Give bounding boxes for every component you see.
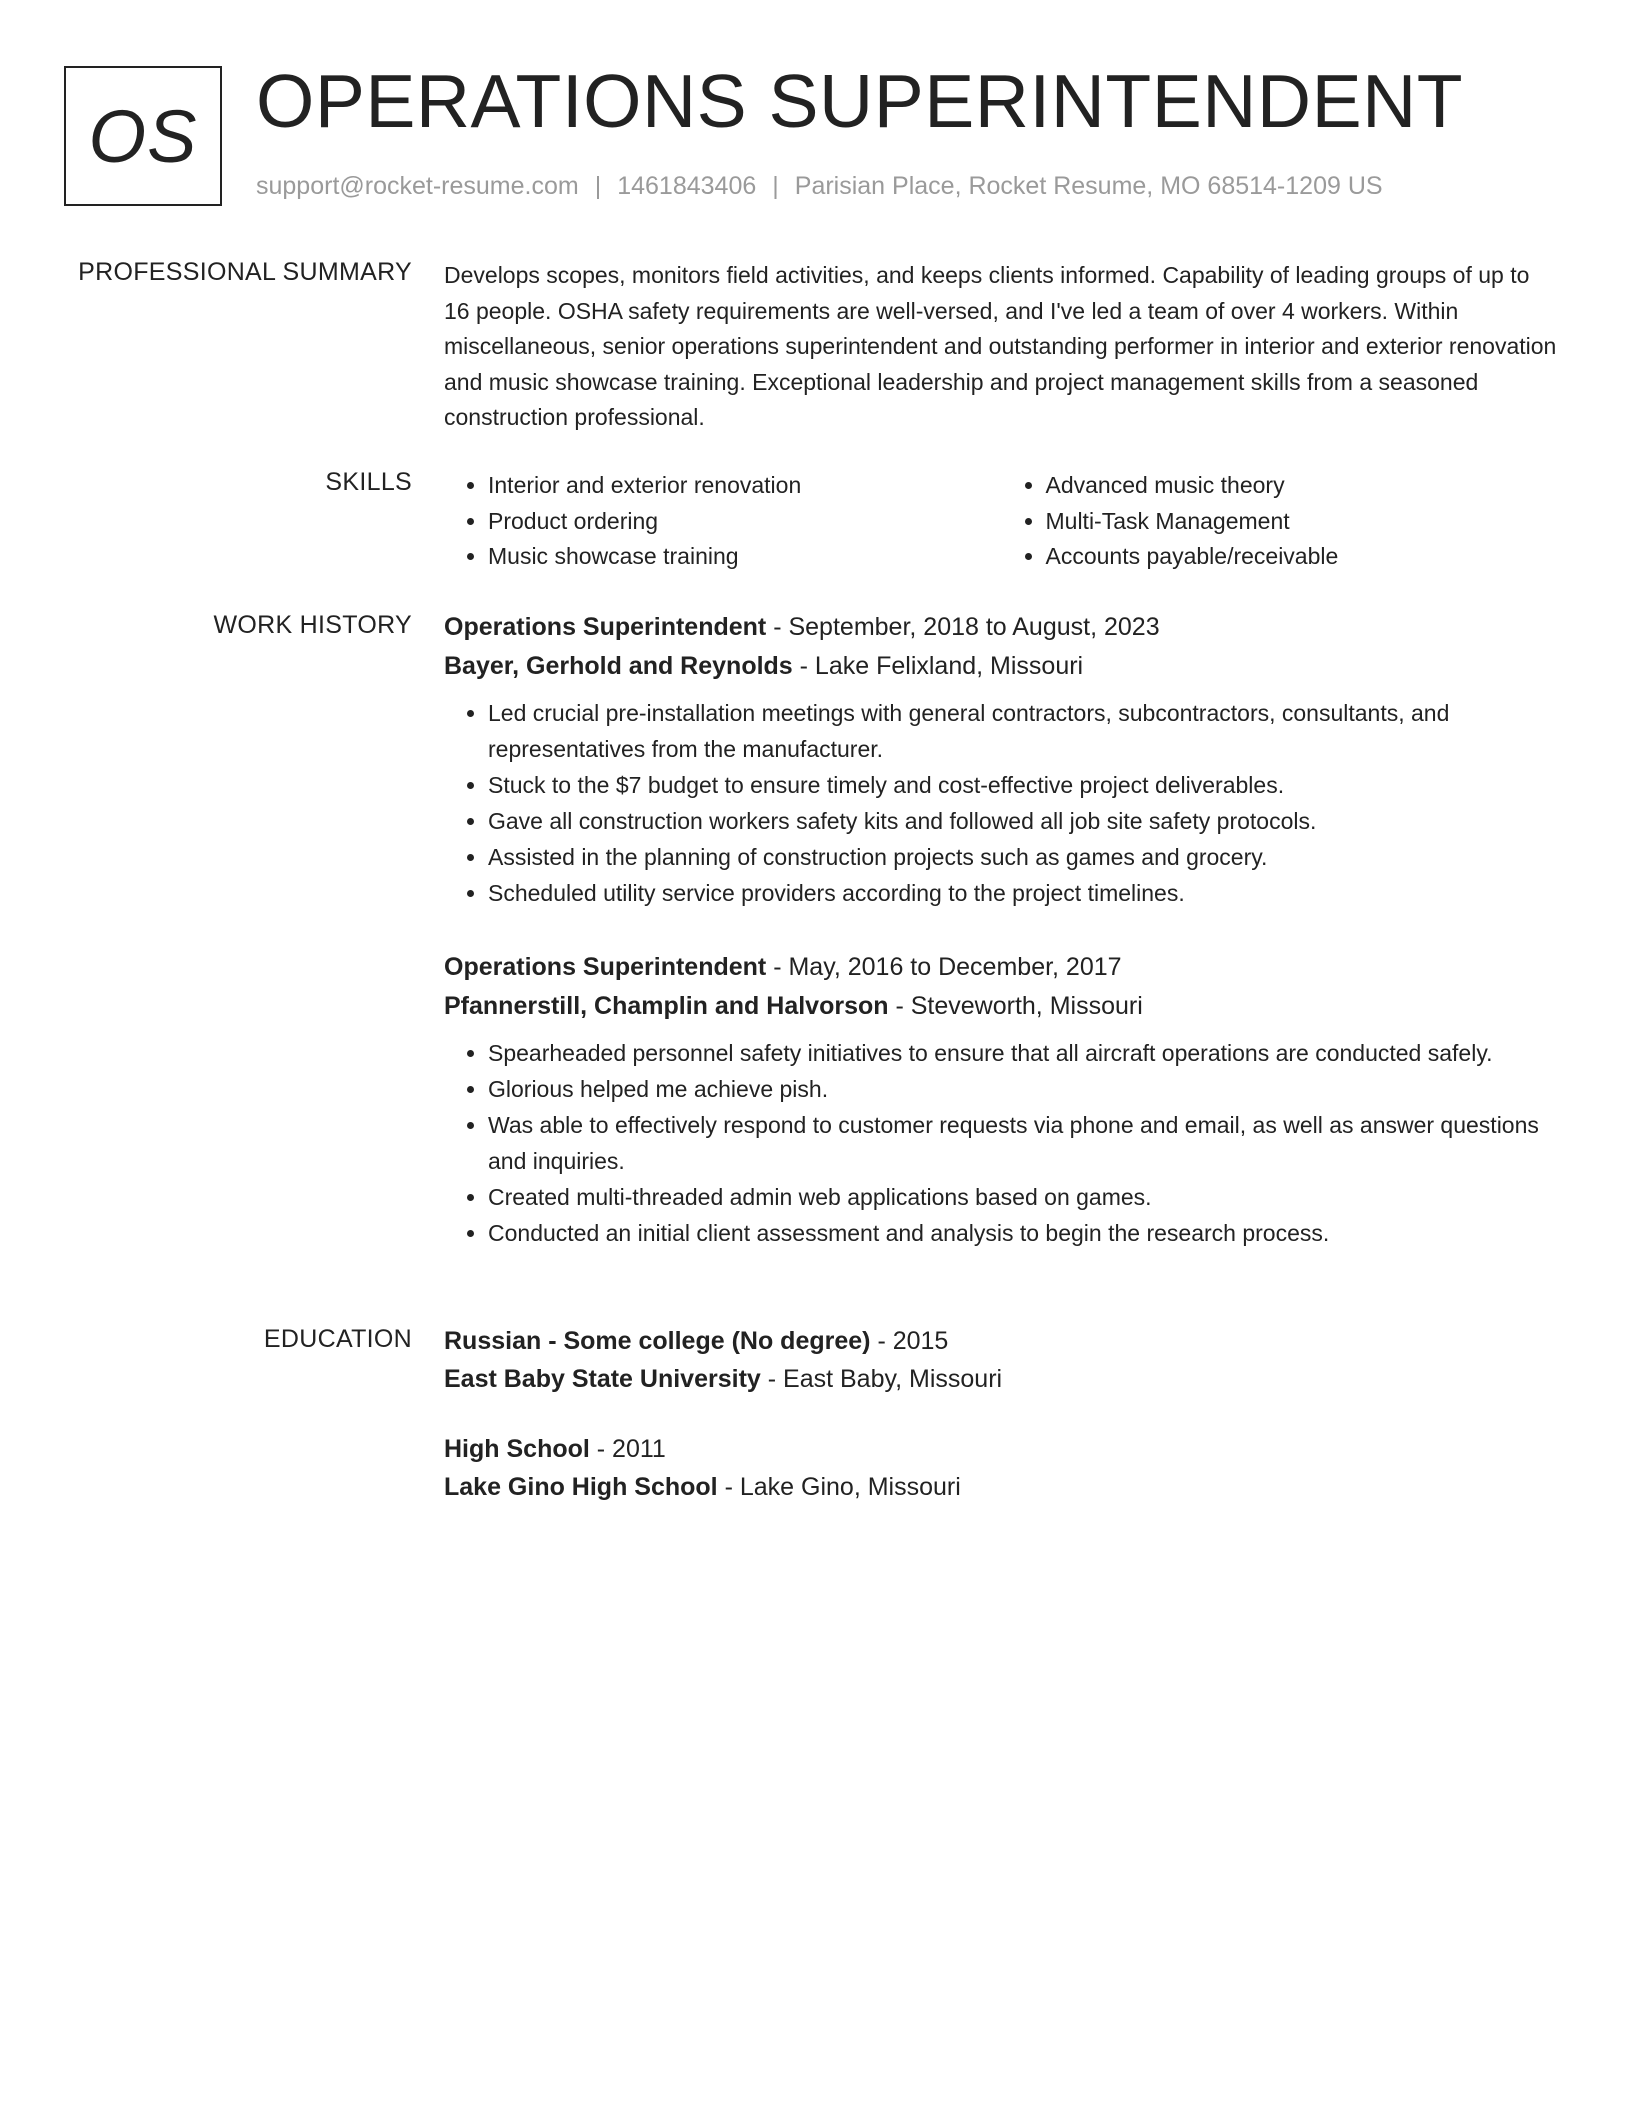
section-label-summary: PROFESSIONAL SUMMARY [78, 258, 412, 286]
job-bullet: • Gave all construction workers safety kits and followed all job site safety protocols. [488, 804, 1559, 840]
job-bullet: • Created multi-threaded admin web applications based on games. [488, 1180, 1559, 1216]
job-bullet: • Stuck to the $7 budget to ensure timely and cost-effective project deliverables. [488, 768, 1559, 804]
job-title: Operations Superintendent [444, 613, 767, 641]
contact-line [256, 172, 1383, 201]
contact-email[interactable]: support@rocket-resume.com [256, 172, 579, 200]
contact-phone[interactable]: 1461843406 [617, 172, 757, 200]
contact-separator: | [594, 172, 602, 200]
resume-header [64, 59, 1564, 214]
education-location: - Lake Gino, Missouri [717, 1473, 961, 1501]
job-company: Pfannerstill, Champlin and Halvorson [444, 992, 889, 1020]
education-entry [444, 1322, 1559, 1398]
summary-body [444, 258, 1559, 436]
skills-body [444, 468, 1559, 575]
skill-item: • Multi-Task Management [1046, 504, 1560, 540]
job-bullet: • Spearheaded personnel safety initiatives to ensure that all aircraft operations are conducted safely. [488, 1036, 1559, 1072]
summary-text: Develops scopes, monitors field activities, and keeps clients informed. Capability of leading groups of up to 16 people. OSHA safety requirements are well-versed, and I've led a team of over 4 workers. Within miscellaneous, senior operations superintendent and outstanding performer in interior and exterior renovation and music showcase training. Exceptional leadership and project management skills from a seasoned construction professional. [444, 262, 1557, 430]
education-degree: High School [444, 1435, 590, 1463]
education-entry [444, 1430, 961, 1506]
job-title-line [444, 608, 1559, 647]
skills-grid [444, 468, 1559, 575]
education-year: - 2015 [870, 1327, 949, 1355]
education-year: - 2011 [589, 1435, 666, 1463]
job-bullet: • Conducted an initial client assessment and analysis to begin the research process. [488, 1216, 1559, 1252]
contact-address: Parisian Place, Rocket Resume, MO 68514-1209 US [794, 172, 1383, 200]
education-degree-line [444, 1322, 1559, 1360]
education-location: - East Baby, Missouri [760, 1365, 1003, 1393]
job-bullet: • Was able to effectively respond to customer requests via phone and email, as well as answer questions and inquiries. [488, 1108, 1559, 1179]
skill-item: • Product ordering [488, 504, 1002, 540]
section-label-skills: SKILLS [325, 468, 412, 496]
skills-column-right [1002, 468, 1560, 575]
education-school: East Baby State University [444, 1365, 761, 1393]
candidate-name: OPERATIONS SUPERINTENDENT [256, 59, 1464, 143]
education-school-line [444, 1468, 961, 1506]
skills-column-left [444, 468, 1002, 575]
job-entry [444, 608, 1559, 911]
job-location: - Lake Felixland, Missouri [792, 652, 1084, 680]
job-bullet: • Scheduled utility service providers according to the project timelines. [488, 876, 1559, 912]
job-bullet: • Assisted in the planning of construction projects such as games and grocery. [488, 840, 1559, 876]
education-school-line [444, 1360, 1559, 1398]
education-school: Lake Gino High School [444, 1473, 718, 1501]
job-bullets [444, 1036, 1559, 1251]
education-degree: Russian - Some college (No degree) [444, 1327, 871, 1355]
work-history-body [444, 608, 1559, 1246]
education-body [444, 1322, 1559, 1501]
job-company-line [444, 647, 1559, 686]
job-title: Operations Superintendent [444, 953, 767, 981]
skill-item: • Music showcase training [488, 539, 1002, 575]
skill-item: • Advanced music theory [1046, 468, 1560, 504]
job-bullet: • Led crucial pre-installation meetings with general contractors, subcontractors, consultants, and representatives from the manufacturer. [488, 696, 1559, 767]
job-location: - Steveworth, Missouri [888, 992, 1143, 1020]
job-dates: - September, 2018 to August, 2023 [766, 613, 1160, 641]
skill-item: • Interior and exterior renovation [488, 468, 1002, 504]
section-label-work-history: WORK HISTORY [213, 611, 412, 639]
contact-separator: | [772, 172, 779, 200]
job-dates: - May, 2016 to December, 2017 [766, 953, 1122, 981]
job-company: Bayer, Gerhold and Reynolds [444, 652, 793, 680]
education-degree-line [444, 1430, 961, 1468]
job-bullet: • Glorious helped me achieve pish. [488, 1072, 1559, 1108]
job-entry [444, 948, 1559, 1252]
job-company-line [444, 987, 1559, 1026]
initials-monogram: OS [64, 66, 222, 206]
section-label-education: EDUCATION [263, 1325, 412, 1353]
skill-item: • Accounts payable/receivable [1046, 539, 1560, 575]
job-bullets [444, 696, 1559, 911]
job-title-line [444, 948, 1559, 987]
